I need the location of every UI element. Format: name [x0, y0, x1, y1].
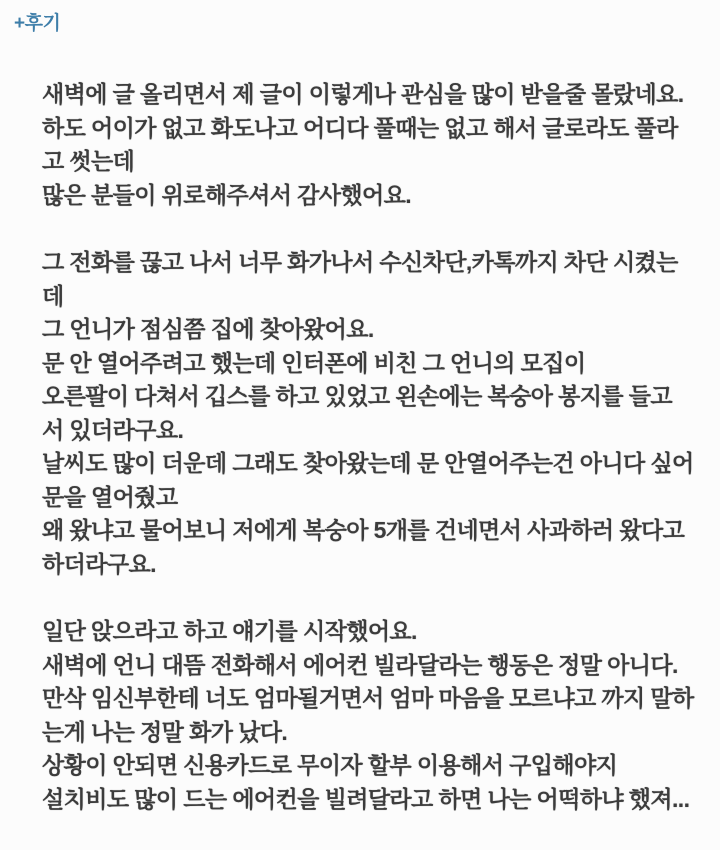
text-line: 상황이 안되면 신용카드로 무이자 할부 이용해서 구입해야지: [42, 752, 618, 778]
text-line: 새벽에 글 올리면서 제 글이 이렇게나 관심을 많이 받을줄 몰랐네요.: [42, 81, 684, 107]
paragraph-2: [42, 246, 702, 581]
text-line: 많은 분들이 위로해주셔서 감사했어요.: [42, 181, 412, 208]
text-line: 오른팔이 다쳐서 깁스를 하고 있었고 왼손에는 복숭아 봉지를 들고: [42, 383, 673, 409]
text-line: 데: [42, 282, 64, 309]
paragraph-3: [42, 615, 702, 816]
text-line: 하도 어이가 없고 화도나고 어디다 풀때는 없고 해서 글로라도 풀라: [42, 114, 678, 141]
text-line: 그 전화를 끊고 나서 너무 화가나서 수신차단,카톡까지 차단 시켰는: [42, 249, 678, 275]
text-line: 하더라구요.: [42, 550, 156, 577]
paragraph-1: [42, 78, 702, 212]
post-body: [42, 78, 702, 850]
text-line: 고 썻는데: [42, 148, 135, 174]
text-line: 일단 앉으라고 하고 얘기를 시작했어요.: [42, 618, 417, 644]
text-line: 왜 왔냐고 물어보니 저에게 복숭아 5개를 건네면서 사과하러 왔다고: [42, 517, 685, 543]
text-line: 문을 열어줬고: [42, 483, 178, 510]
text-line: 날씨도 많이 더운데 그래도 찾아왔는데 문 안열어주는건 아니다 싶어: [42, 450, 694, 476]
text-line: 설치비도 많이 드는 에어컨을 빌려달라고 하면 나는 어떡하냐 했져...: [42, 785, 690, 812]
text-line: 새벽에 언니 대뜸 전화해서 에어컨 빌라달라는 행동은 정말 아니다.: [42, 651, 678, 678]
text-line: 는게 나는 정말 화가 났다.: [42, 718, 288, 745]
text-line: 문 안 열어주려고 했는데 인터폰에 비친 그 언니의 모집이: [42, 349, 586, 376]
text-line: 만삭 임신부한테 너도 엄마될거면서 엄마 마음을 모르냐고 까지 말하: [42, 685, 694, 711]
hugi-link[interactable]: +후기: [14, 13, 61, 34]
text-line: 서 있더라구요.: [42, 416, 184, 443]
text-line: 그 언니가 점심쯤 집에 찾아왔어요.: [42, 316, 374, 342]
